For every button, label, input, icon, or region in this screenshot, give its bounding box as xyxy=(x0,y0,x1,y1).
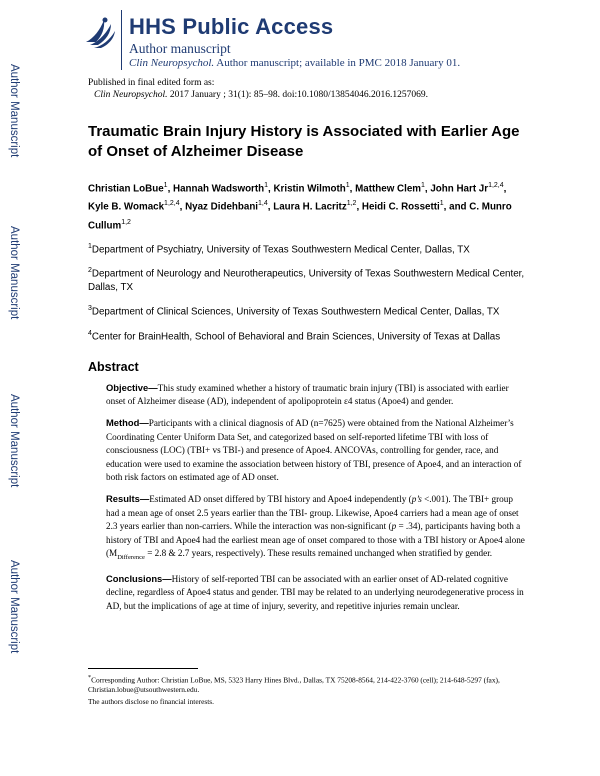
hhs-brand-title: HHS Public Access xyxy=(129,14,334,39)
corresponding-author-footnote xyxy=(88,673,533,695)
affiliation-number: 4 xyxy=(88,329,92,337)
author-manuscript-label: Author manuscript xyxy=(129,41,231,56)
author-affiliation-mark: 1 xyxy=(163,182,168,189)
author-name: Christian LoBue xyxy=(88,183,164,195)
footnote-rule xyxy=(88,668,198,669)
author-affiliation-mark: 1 xyxy=(439,200,444,208)
author-affiliation-mark: 1,2,4 xyxy=(488,182,504,189)
author-separator: , xyxy=(267,201,274,213)
objective-label: Objective— xyxy=(106,381,158,393)
author-affiliation-mark: 1,4 xyxy=(258,200,268,208)
results-p-values: p’s xyxy=(411,494,422,505)
abstract-conclusions xyxy=(106,572,528,614)
affiliation-item xyxy=(88,240,528,257)
author-separator: , xyxy=(356,201,362,213)
affiliation-text: Department of Neurology and Neurotherapeutics, University of Texas Southwestern Medical Center, Dallas, TX xyxy=(88,268,525,294)
header-divider xyxy=(121,10,122,70)
author-name: Hannah Wadsworth xyxy=(173,183,265,195)
author-name: Kyle B. Womack xyxy=(88,201,165,213)
journal-availability xyxy=(129,57,460,69)
author-separator: , xyxy=(349,183,356,195)
results-text-c: = .34), participants having both a history of TBI and Apoe4 had the earliest mean age of onset compared to those with a TBI history or Apoe4 alone (M xyxy=(106,521,525,559)
author-separator: , xyxy=(424,183,431,195)
author-separator: , xyxy=(179,201,186,213)
author-affiliation-mark: 1 xyxy=(345,182,350,189)
author-separator: , xyxy=(268,183,274,195)
author-affiliation-mark: 1,2 xyxy=(346,200,357,208)
abstract-results xyxy=(106,492,528,565)
results-subscript: Difference xyxy=(117,554,145,562)
citation-line xyxy=(94,90,428,100)
objective-text: This study examined whether a history of traumatic brain injury (TBI) is associated with earlier onset of Alzheimer disease (AD), independent of apolipoprotein ε4 status (Apoe4) and gender. xyxy=(106,382,509,407)
author-name: C. Munro Cullum xyxy=(88,201,512,231)
affiliation-list xyxy=(88,240,528,344)
affiliation-text: Department of Clinical Sciences, University of Texas Southwestern Medical Center, Dallas, TX xyxy=(91,306,500,318)
affiliation-number: 1 xyxy=(88,242,92,250)
side-label-author-manuscript: Author Manuscript xyxy=(8,560,20,654)
author-list xyxy=(88,178,528,233)
affiliation-text: Department of Psychiatry, University of Texas Southwestern Medical Center, Dallas, TX xyxy=(91,244,470,256)
results-p: p xyxy=(391,521,397,532)
author-affiliation-mark: 1 xyxy=(264,182,269,189)
author-name: John Hart Jr xyxy=(430,183,489,195)
author-separator: , xyxy=(167,183,174,195)
availability-text: Author manuscript; available in PMC 2018 January 01. xyxy=(214,57,461,69)
method-label: Method— xyxy=(106,417,149,429)
author-name: Laura H. Lacritz xyxy=(273,201,347,213)
footnote-text: Corresponding Author: Christian LoBue, MS, 5323 Harry Hines Blvd., Dallas, TX 75208-8564, 214-422-3760 (cell); 214-648-5297 (fax), Christian.lobue@utsouthwestern.edu. xyxy=(88,675,500,695)
published-in-label: Published in final edited form as: xyxy=(88,78,215,88)
conclusions-text: History of self-reported TBI can be associated with an earlier onset of AD-related cognitive decline, regardless of Apoe4 status and gender. TBI may be related to an underlying neurodegenerative process in AD, but the implications of age at time of injury, severity, and repetitive injuries remain unclear. xyxy=(106,573,524,611)
author-separator: , xyxy=(503,183,507,195)
affiliation-number: 2 xyxy=(88,267,92,275)
citation-details: 2017 January ; 31(1): 85–98. doi:10.1080/13854046.2016.1257069. xyxy=(167,90,428,100)
author-name: Matthew Clem xyxy=(355,183,421,195)
affiliation-item xyxy=(88,302,528,319)
author-name: Heidi C. Rossetti xyxy=(361,201,440,213)
conclusions-label: Conclusions— xyxy=(106,572,172,584)
author-name: Kristin Wilmoth xyxy=(273,183,346,195)
abstract-objective xyxy=(106,381,528,409)
author-name: Nyaz Didehbani xyxy=(185,201,259,213)
affiliation-item xyxy=(88,264,528,295)
results-label: Results— xyxy=(106,493,150,505)
method-text: Participants with a clinical diagnosis of AD (n=7625) were obtained from the National Alzheimer’s Coordinating Center Uniform Data Set, and categorized based on self-reported lifetime TBI with loss of consciousness (LOC) (TBI+ vs TBI-) and presence of Apoe4. ANCOVAs, controlling for gender, race, and education were used to examine the association between history of TBI, presence of Apoe4, and an interaction of both risk factors on estimated age of AD onset. xyxy=(106,418,522,483)
results-text-a: Estimated AD onset differed by TBI history and Apoe4 independently ( xyxy=(149,494,412,505)
affiliation-number: 3 xyxy=(88,305,92,313)
citation-journal: Clin Neuropsychol. xyxy=(94,90,168,100)
abstract-heading: Abstract xyxy=(88,359,139,374)
author-affiliation-mark: 1,2 xyxy=(121,218,131,226)
abstract-method xyxy=(106,416,528,485)
side-label-author-manuscript: Author Manuscript xyxy=(8,394,20,488)
affiliation-text: Center for BrainHealth, School of Behavioral and Brain Sciences, University of Texas at Dallas xyxy=(91,330,501,342)
footnote-mark: * xyxy=(88,675,92,681)
author-affiliation-mark: 1 xyxy=(421,182,425,189)
author-affiliation-mark: 1,2,4 xyxy=(164,200,180,208)
article-title: Traumatic Brain Injury History is Associated with Earlier Age of Onset of Alzheimer Disease xyxy=(88,123,520,160)
hhs-eagle-icon xyxy=(80,12,120,52)
side-label-author-manuscript: Author Manuscript xyxy=(8,64,20,158)
results-text-d: = 2.8 & 2.7 years, respectively). These results remained unchanged when stratified by gender. xyxy=(144,548,493,559)
author-separator: , and xyxy=(443,201,470,213)
financial-disclosure: The authors disclose no financial interests. xyxy=(88,697,215,706)
results-text-b: <.001). The TBI+ group had a mean age of onset 2.5 years earlier than the TBI- group. Likewise, Apoe4 carriers had a mean age of onset 2.3 years earlier than non-carriers. While the interaction was non-significant ( xyxy=(106,494,519,532)
affiliation-item xyxy=(88,327,528,344)
side-label-author-manuscript: Author Manuscript xyxy=(8,226,20,320)
journal-name: Clin Neuropsychol. xyxy=(129,57,215,69)
